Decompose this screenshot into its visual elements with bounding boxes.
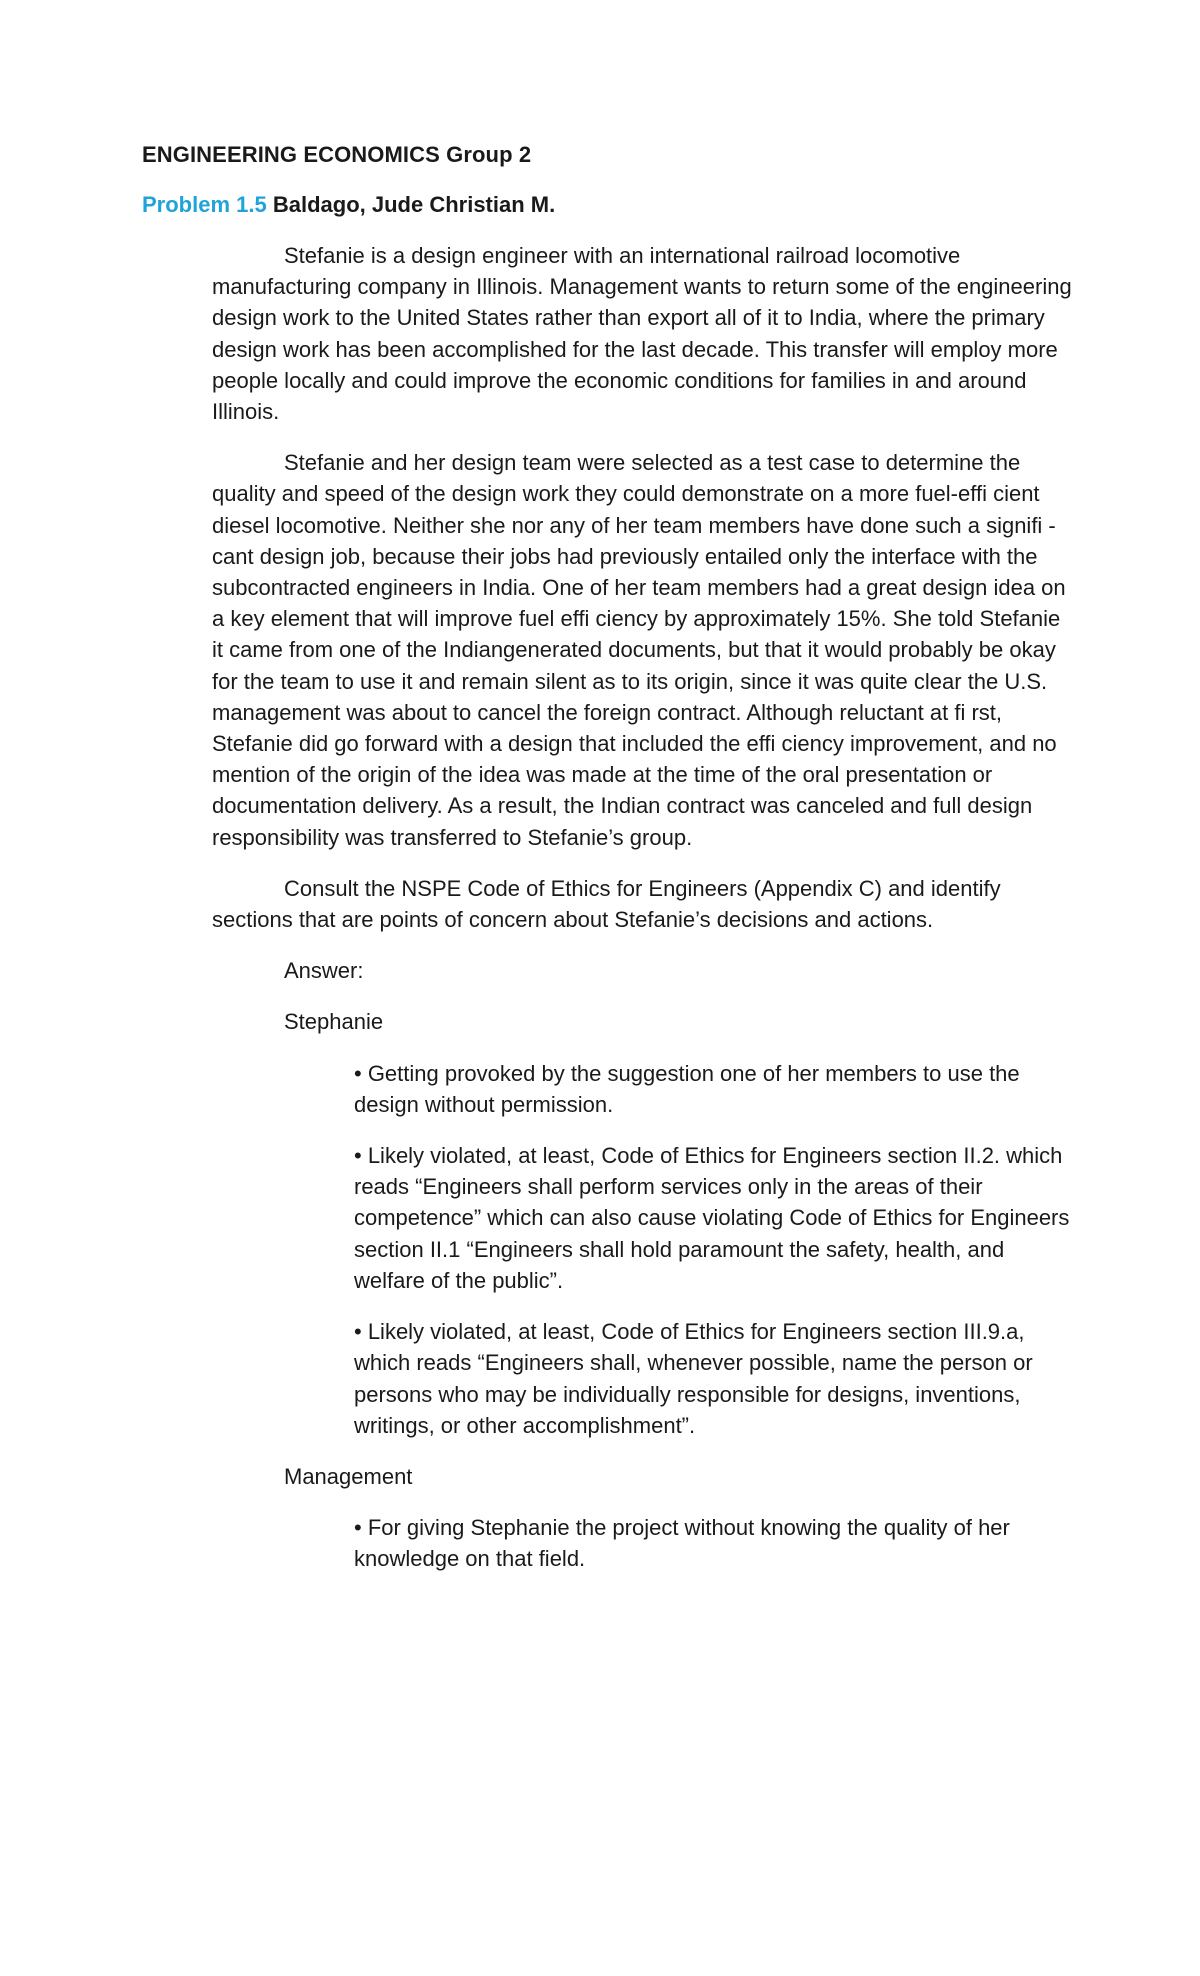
list-item: • Likely violated, at least, Code of Ethics for Engineers section III.9.a, which reads “Engineers shall, whenever possible, name the person or persons who may be individually responsible for designs, inventions, writings, or other accomplishment”. [354, 1319, 1033, 1438]
author-name: Baldago, Jude Christian M. [272, 192, 556, 217]
list-item: • Likely violated, at least, Code of Ethics for Engineers section II.2. which reads “Engineers shall perform services only in the areas of their competence” which can also cause violating Code of Ethics for Engineers section II.1 “Engineers shall hold paramount the safety, health, and welfare of the public”. [354, 1143, 1070, 1293]
paragraph-intro: Stefanie is a design engineer with an international railroad locomotive manufacturing company in Illinois. Management wants to return some of the engineering design work to the United States rather than export all of it to India, where the primary design work has been accomplished for the last decade. This transfer will employ more people locally and could improve the economic conditions for families in and around Illinois. [212, 243, 1072, 425]
paragraph-case: Stefanie and her design team were selected as a test case to determine the quality and speed of the design work they could demonstrate on a more fuel-effi cient diesel locomotive. Neither she nor any of her team members have done such a signifi - cant design job, because their jobs had previously entailed only the interface with the subcontracted engineers in India. One of her team members had a great design idea on a key element that will improve fuel effi ciency by approximately 15%. She told Stefanie it came from one of the Indiangenerated documents, but that it would probably be okay for the team to use it and remain silent as to its origin, since it was quite clear the U.S. management was about to cancel the foreign contract. Although reluctant at fi rst, Stefanie did go forward with a design that included the effi ciency improvement, and no mention of the origin of the idea was made at the time of the oral presentation or documentation delivery. As a result, the Indian contract was canceled and full design responsibility was transferred to Stefanie’s group. [212, 450, 1066, 850]
stephanie-bullet-list [354, 1058, 1072, 1441]
document-body [212, 240, 1072, 1595]
document-title: ENGINEERING ECONOMICS Group 2 [142, 142, 532, 167]
problem-number: Problem 1.5 [142, 192, 267, 217]
problem-heading [142, 192, 555, 218]
answer-label: Answer: [284, 958, 364, 984]
list-item: • Getting provoked by the suggestion one of her members to use the design without permission. [354, 1060, 1020, 1117]
paragraph-question: Consult the NSPE Code of Ethics for Engineers (Appendix C) and identify sections that are points of concern about Stefanie’s decisions and actions. [212, 875, 1001, 933]
management-bullet-list [354, 1512, 1072, 1574]
stephanie-label: Stephanie [284, 1009, 384, 1035]
management-label: Management [284, 1463, 413, 1489]
list-item: • For giving Stephanie the project without knowing the quality of her knowledge on that field. [354, 1515, 1010, 1572]
